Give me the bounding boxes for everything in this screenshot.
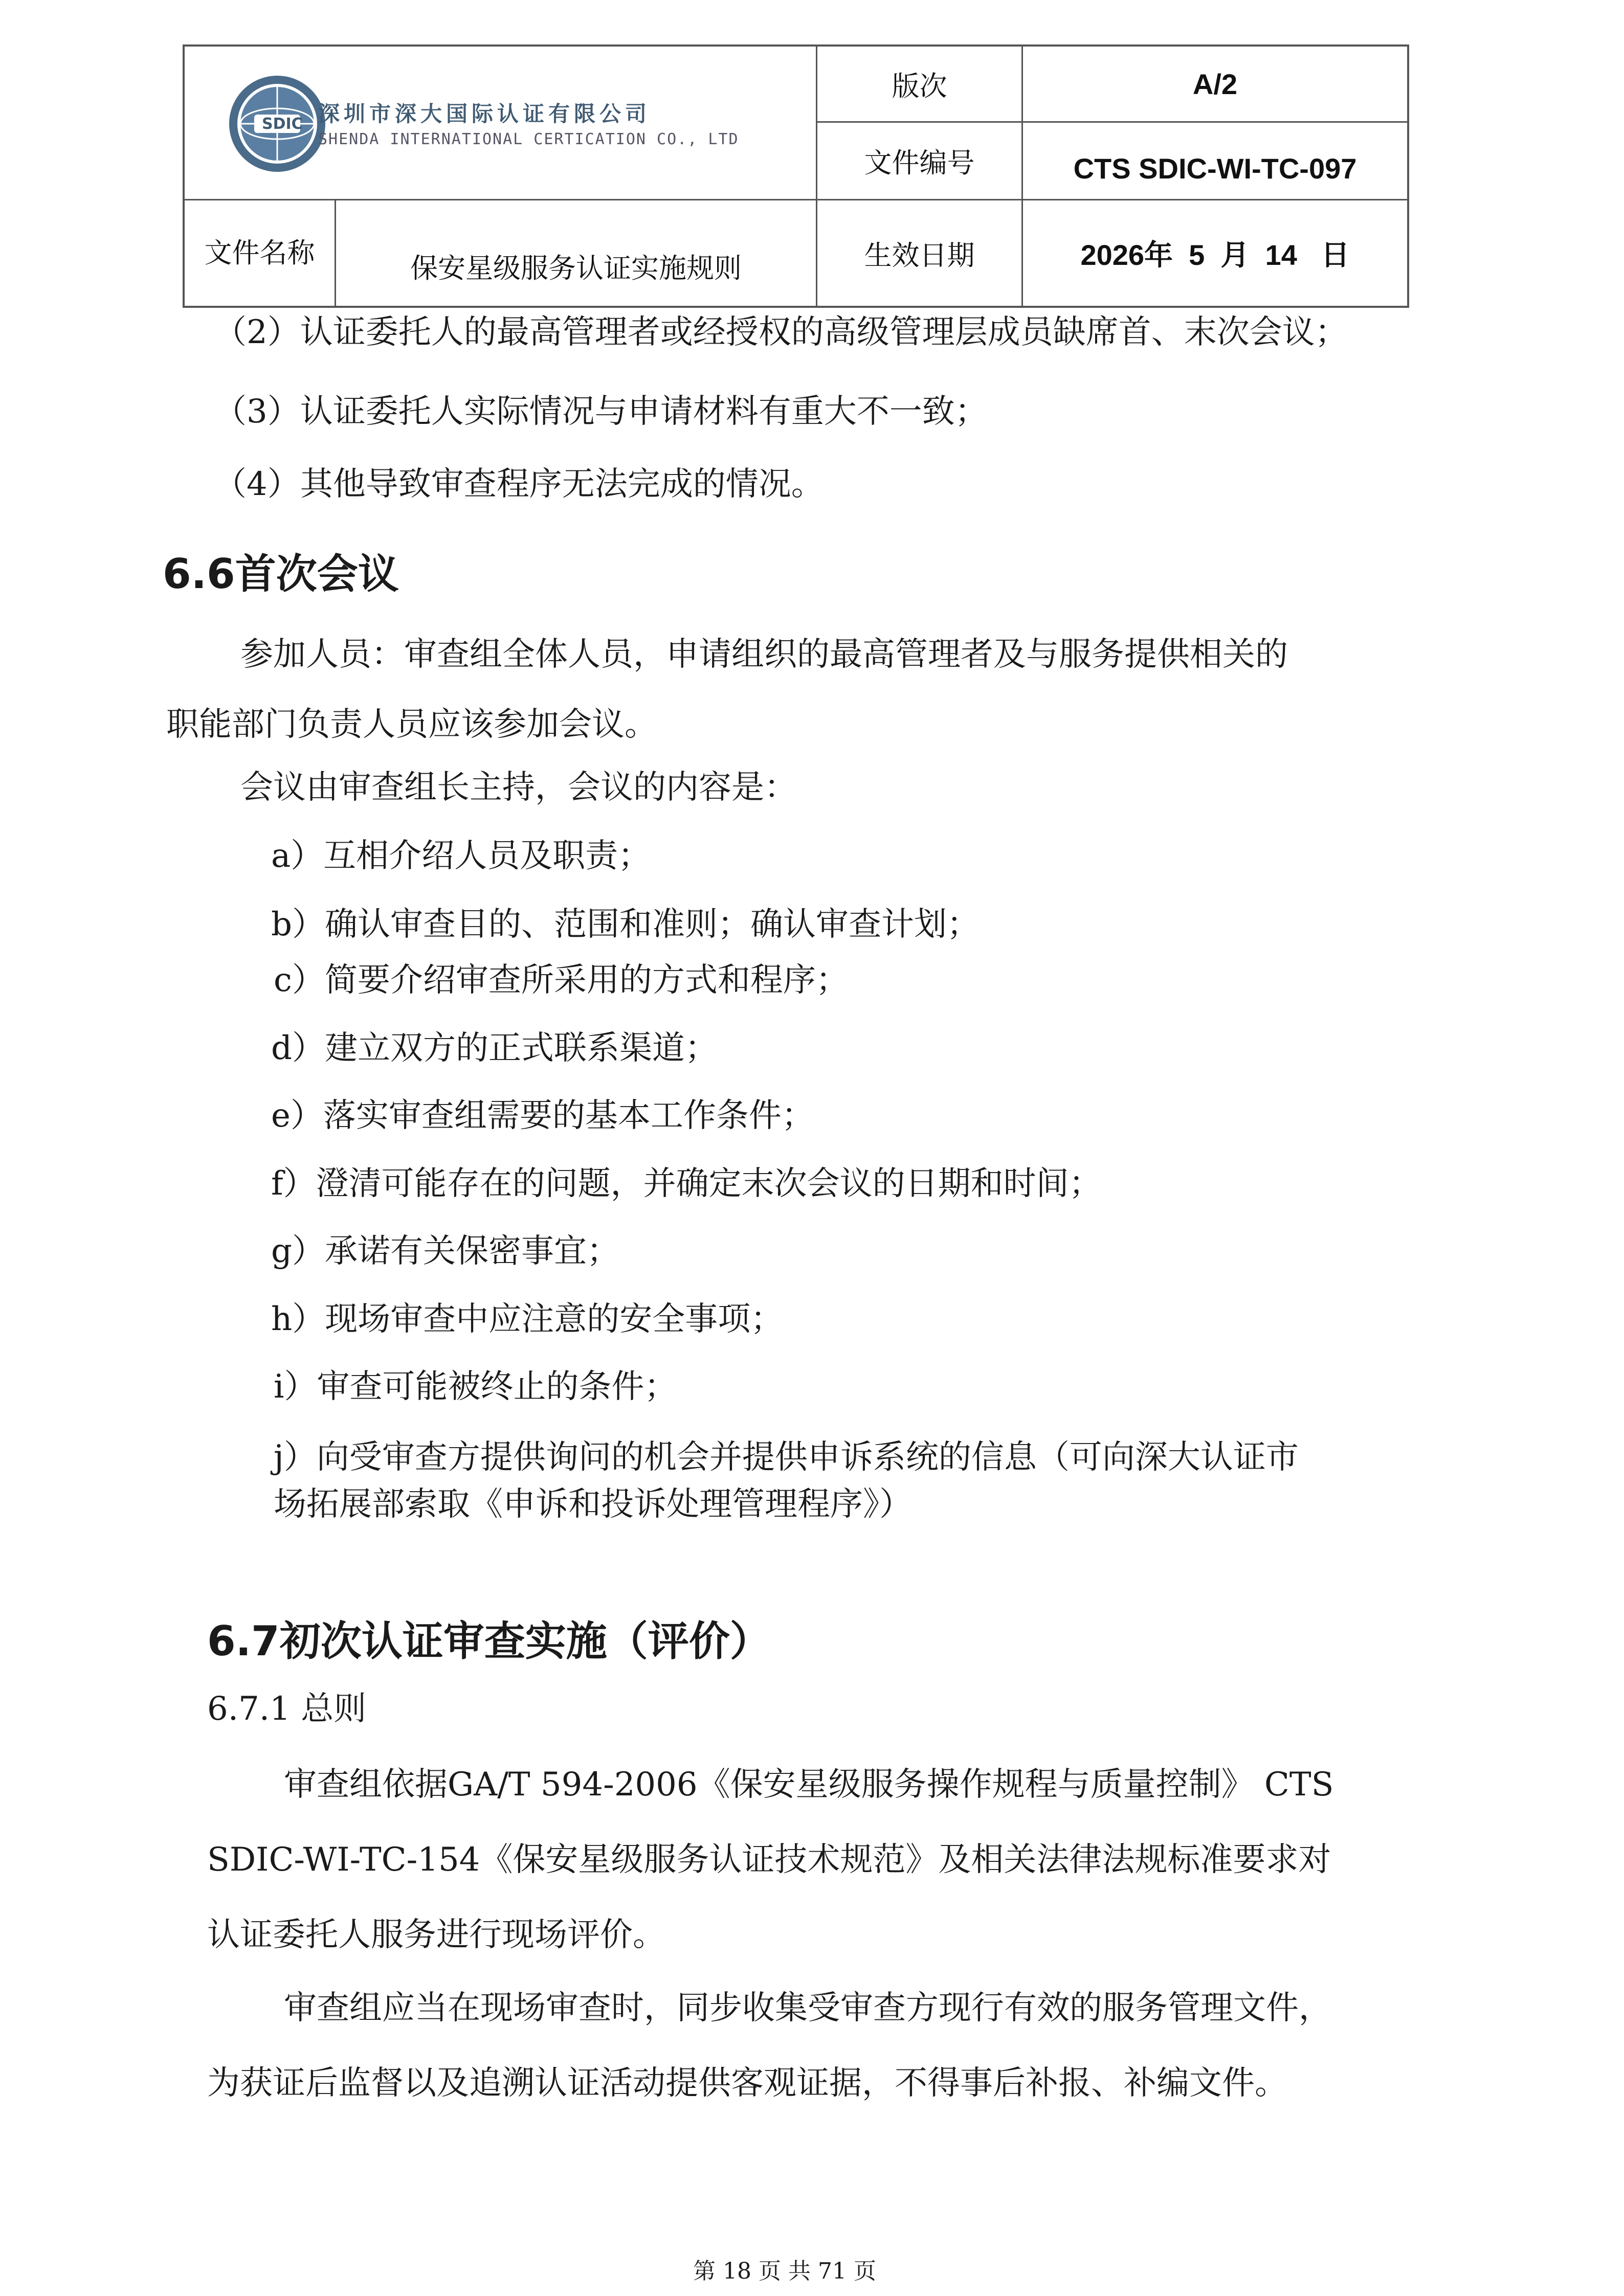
- doc-name-value: 保安星级服务认证实施规则: [410, 252, 742, 284]
- list-item: g）承诺有关保密事宜；: [271, 1232, 619, 1270]
- list-item: c）简要介绍审查所采用的方式和程序；: [274, 961, 849, 999]
- company-logo: [226, 73, 789, 190]
- emblem-label: SDIC: [262, 115, 303, 133]
- version-label: 版次: [892, 70, 947, 102]
- paragraph-line: 职能部门负责人员应该参加会议。: [166, 706, 657, 744]
- doc-number-value: CTS SDIC-WI-TC-097: [1073, 152, 1357, 185]
- paragraph-line: 审查组应当在现场审查时，同步收集受审查方现行有效的服务管理文件，: [284, 1989, 1331, 2027]
- company-name-en: SHENDA INTERNATIONAL CERTICATION CO., LTD: [318, 130, 739, 148]
- table-border-right: [1407, 44, 1409, 308]
- section-heading-6-7: 6.7初次认证审查实施（评价）: [207, 1617, 771, 1665]
- effective-date-label: 生效日期: [864, 239, 975, 272]
- paragraph-line: SDIC-WI-TC-154《保安星级服务认证技术规范》及相关法律法规标准要求对: [207, 1841, 1331, 1879]
- subsection-heading-6-7-1: 6.7.1 总则: [207, 1690, 367, 1728]
- document-header-table: [183, 44, 1409, 308]
- list-item: b）确认审查目的、范围和准则；确认审查计划；: [271, 906, 980, 943]
- list-item: f）澄清可能存在的问题，并确定末次会议的日期和时间；: [271, 1165, 1102, 1203]
- footer-prefix: 第: [693, 2258, 716, 2284]
- footer-middle: 页 共: [759, 2258, 811, 2284]
- company-name-cn: 深圳市深大国际认证有限公司: [318, 101, 651, 126]
- list-item: j）向受审查方提供询问的机会并提供申诉系统的信息（可向深大认证市: [274, 1438, 1299, 1476]
- list-item: i）审查可能被终止的条件；: [274, 1368, 677, 1406]
- footer-suffix: 页: [854, 2258, 876, 2284]
- list-item: （4）其他导致审查程序无法完成的情况。: [214, 465, 824, 503]
- current-page-number: 18: [723, 2258, 751, 2284]
- list-item: h）现场审查中应注意的安全事项；: [271, 1300, 784, 1338]
- total-page-count: 71: [818, 2258, 847, 2284]
- paragraph-line: 参加人员：审查组全体人员，申请组织的最高管理者及与服务提供相关的: [240, 636, 1288, 673]
- doc-number-label: 文件编号: [864, 147, 975, 179]
- paragraph-line: 审查组依据GA/T 594-2006《保安星级服务操作规程与质量控制》 CTS: [284, 1766, 1334, 1804]
- paragraph-line: 认证委托人服务进行现场评价。: [207, 1916, 665, 1954]
- paragraph-line: 为获证后监督以及追溯认证活动提供客观证据，不得事后补报、补编文件。: [207, 2064, 1287, 2102]
- list-item: （3）认证委托人实际情况与申请材料有重大不一致；: [214, 393, 988, 431]
- list-item: a）互相介绍人员及职责；: [271, 837, 651, 875]
- version-value: A/2: [1192, 67, 1238, 100]
- list-item-continuation: 场拓展部索取《申诉和投诉处理管理程序》）: [274, 1485, 912, 1523]
- page-footer: [693, 2253, 876, 2285]
- paragraph-line: 会议由审查组长主持，会议的内容是：: [240, 769, 797, 806]
- list-item: e）落实审查组需要的基本工作条件；: [271, 1097, 814, 1135]
- table-border-bottom: [183, 306, 1409, 308]
- list-item: d）建立双方的正式联系渠道；: [271, 1029, 718, 1067]
- doc-name-label: 文件名称: [204, 237, 315, 269]
- list-item: （2）认证委托人的最高管理者或经授权的高级管理层成员缺席首、末次会议；: [214, 313, 1348, 351]
- effective-date-value: 2026年 5 月 14 日: [1080, 239, 1350, 271]
- section-heading-6-6: 6.6首次会议: [163, 550, 399, 598]
